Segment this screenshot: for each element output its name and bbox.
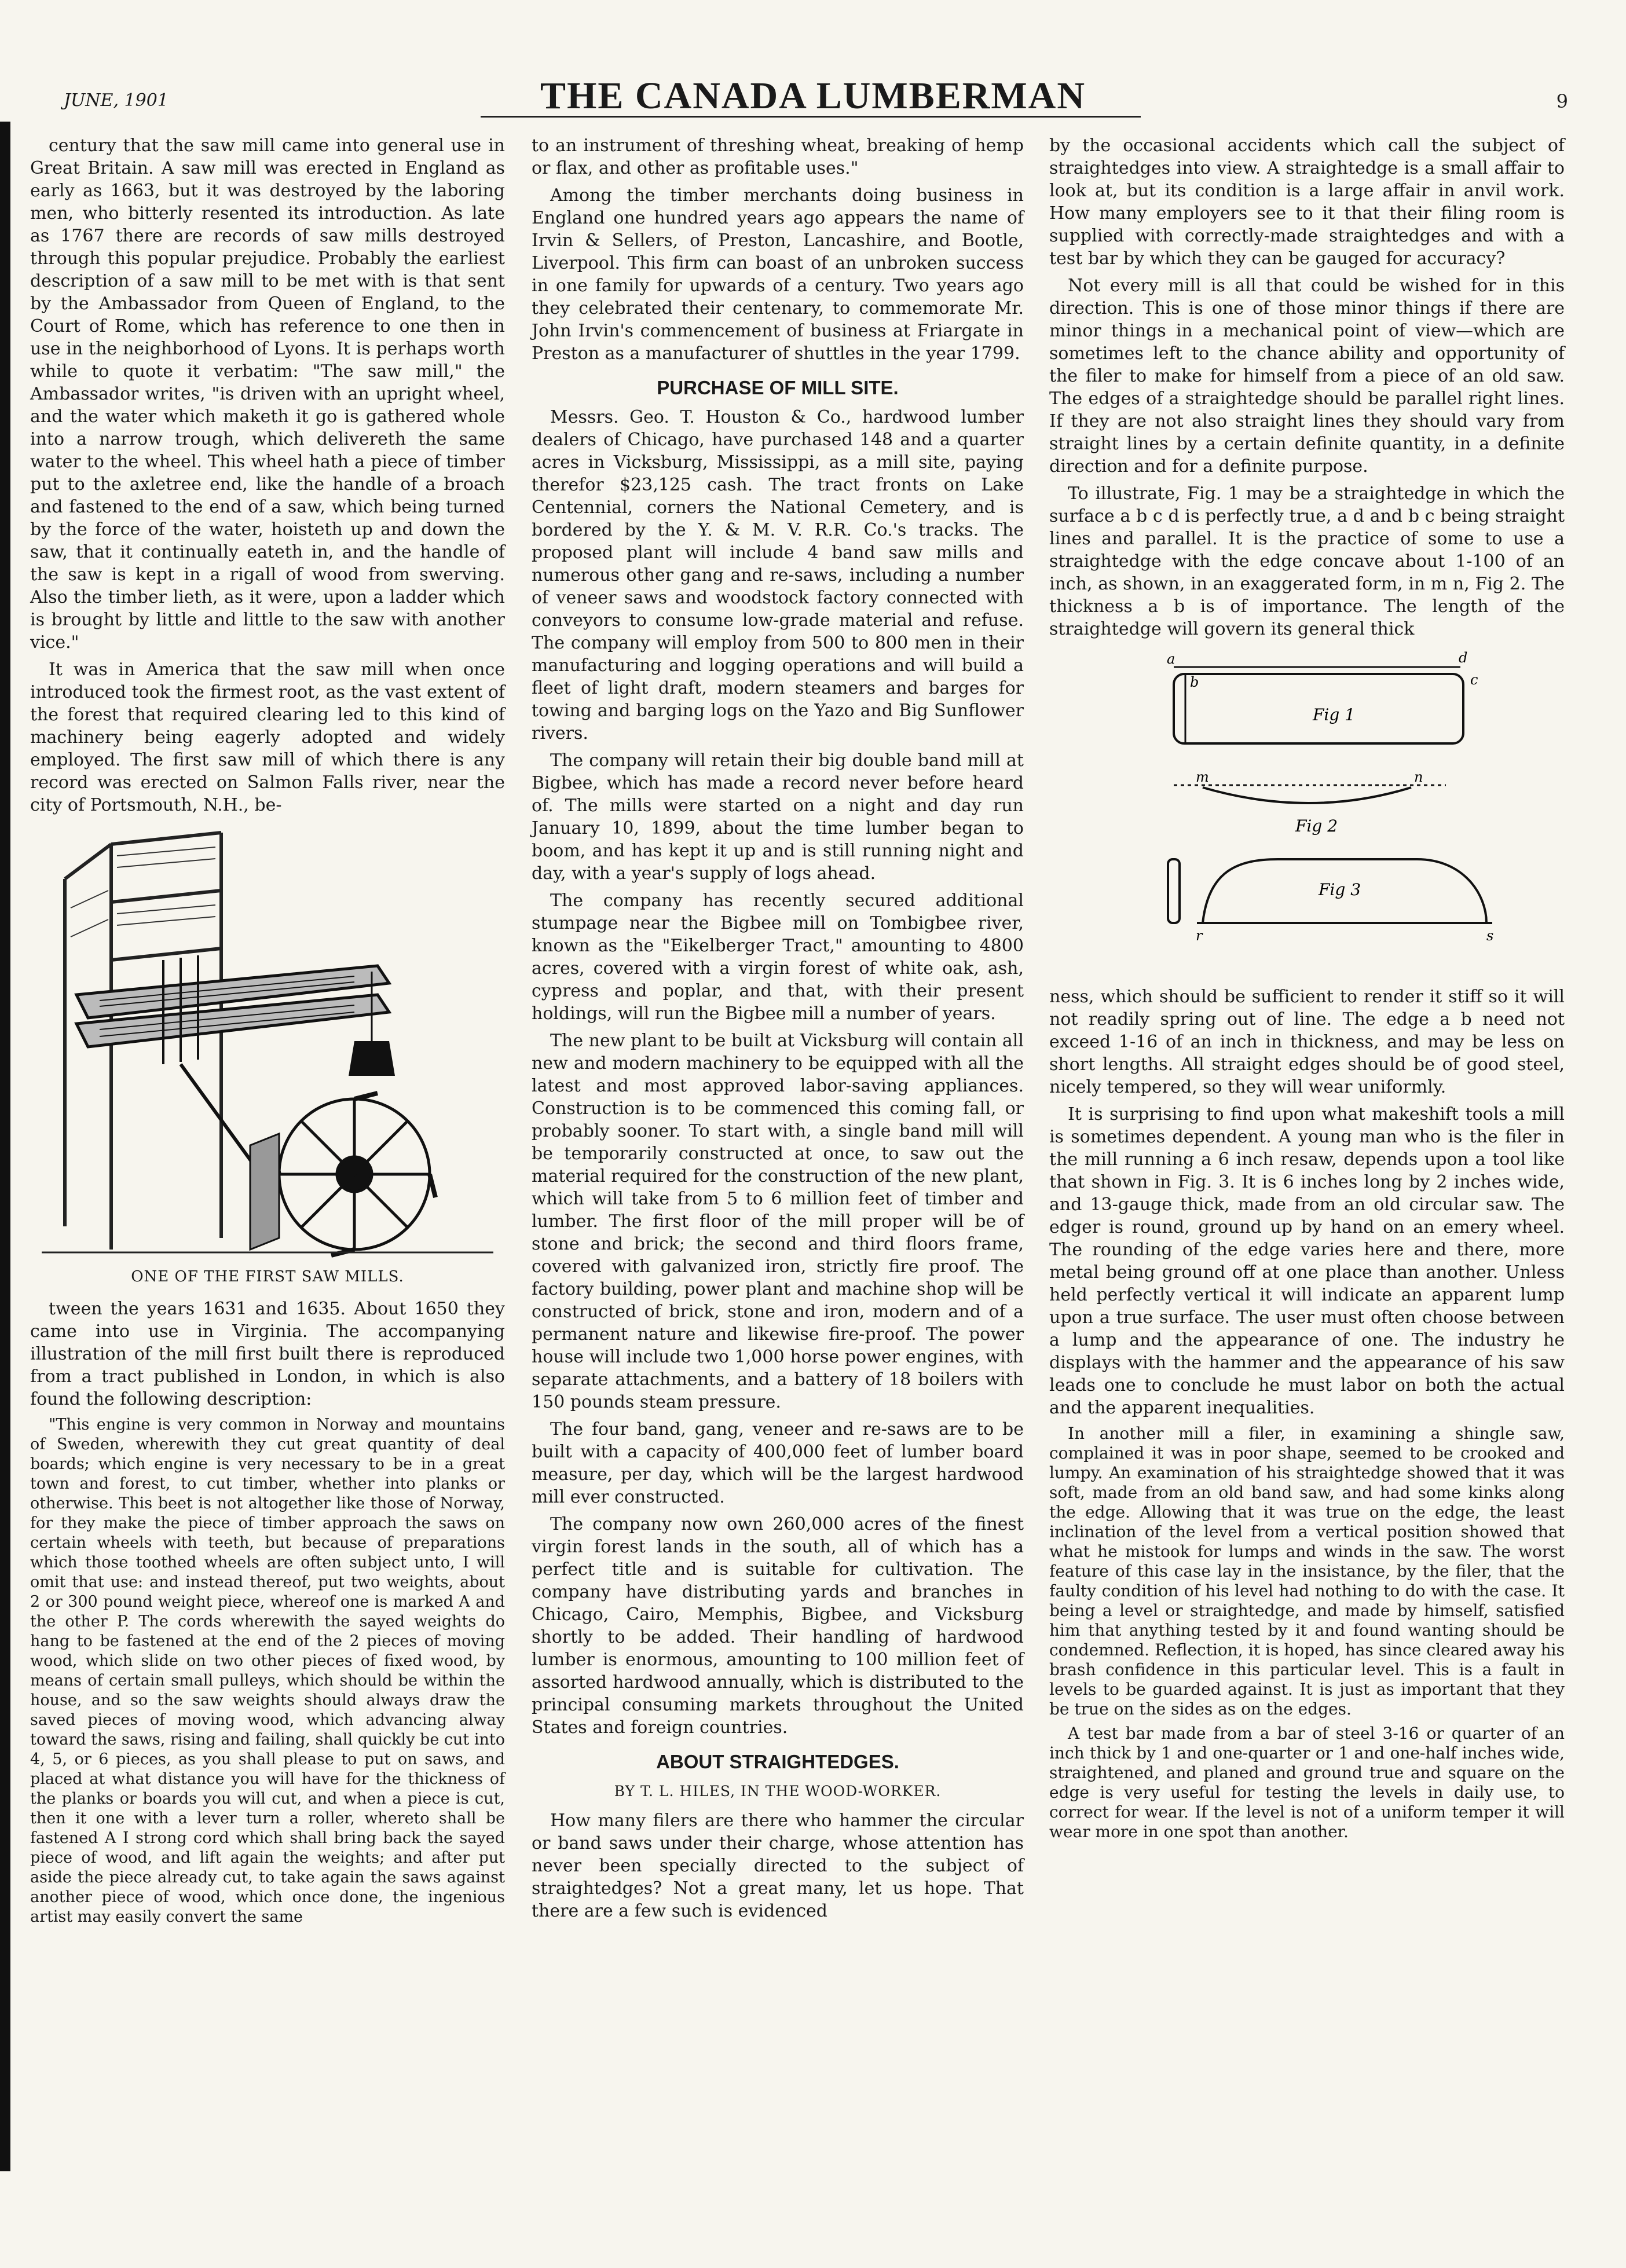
fig2-drawing <box>1174 769 1446 836</box>
article-paragraph: A test bar made from a bar of steel 3-16 or quarter of an inch thick by 1 and one-quarter or 1 and one-half inches wide, straightened, and planed and ground true and square on the edge is very useful for testing the levels in daily use, to correct for wear. If the level is not of a uniform temper it will wear more in one spot than another. <box>1049 1724 1565 1841</box>
article-paragraph: by the occasional accidents which call the subject of straightedges into view. A straightedge is a small affair to look at, but its condition is a large affair in anvil work. How many employers see to it that their filing room is supplied with correctly-made straightedges and with a test bar by which they can be gauged for accuracy? <box>1049 135 1565 269</box>
page-header <box>35 69 1591 133</box>
article-paragraph: It is surprising to find upon what makeshift tools a mill is sometimes dependent. A young man who is the filer in the mill running a 6 inch resaw, depends upon a tool like that shown in Fig. 3. It is 6 inches long by 2 inches wide, and 13-gauge thick, made from an old circular saw. The edger is round, ground up by hand on an emery wheel. The rounding of the edge varies here and there, more metal being ground off at one place than another. Unless held perfectly vertical it will indicate an apparent lump upon a true surface. The user must often choose between a lump and the appearance of one. The industry he displays with the hammer and the appearance of his saw leads one to conclude he must labor on both the actual and the apparent inequalities. <box>1049 1104 1565 1418</box>
fig1-letter-d: d <box>1459 651 1468 666</box>
heading-purchase-of-mill-site: PURCHASE OF MILL SITE. <box>657 377 899 398</box>
column-1 <box>30 134 505 1932</box>
fig1-drawing <box>1167 651 1478 743</box>
fig1-letter-b: b <box>1190 674 1199 690</box>
fig3-letter-r: r <box>1196 928 1203 944</box>
article-paragraph: It was in America that the saw mill when once introduced took the firmest root, as the vast extent of the forest that required clearing led to this kind of machinery being eagerly adopted and widely employed. The first saw mill of which there is any record was erected on Salmon Falls river, near the city of Portsmouth, N.H., be- <box>30 659 505 815</box>
article-byline: BY T. L. HILES, IN THE WOOD-WORKER. <box>614 1783 942 1800</box>
fig1-letter-c: c <box>1470 672 1478 688</box>
fig3-drawing <box>1168 859 1493 944</box>
page-number: 9 <box>1556 90 1568 112</box>
article-paragraph: To illustrate, Fig. 1 may be a straightedge in which the surface a b c d is perfectly true, a d and b c being straight lines and parallel. It is the practice of some to use a straightedge with the edge concave about 1-100 of an inch, as shown, in an exaggerated form, in m n, Fig 2. The thickness a b is of importance. The length of the straightedge will govern its general thick <box>1049 483 1565 639</box>
column-2 <box>532 134 1024 1927</box>
saw-mill-illustration <box>30 821 505 1261</box>
heading-about-straightedges: ABOUT STRAIGHTEDGES. <box>656 1751 899 1772</box>
figure-caption: ONE OF THE FIRST SAW MILLS. <box>131 1268 404 1285</box>
straightedge-diagram <box>1087 651 1527 975</box>
issue-date: JUNE, 1901 <box>64 90 169 111</box>
article-paragraph: to an instrument of threshing wheat, breaking of hemp or flax, and other as profitable uses." <box>532 135 1024 178</box>
article-paragraph: ness, which should be sufficient to render it stiff so it will not readily spring out of line. The edge a b need not exceed 1-16 of an inch in thickness, and may be less on short lengths. All straight edges should be of good steel, nicely tempered, so they will wear uniformly. <box>1049 987 1565 1097</box>
fig1-label: Fig 1 <box>1313 705 1356 724</box>
masthead-rule <box>481 116 1141 118</box>
article-paragraph: century that the saw mill came into general use in Great Britain. A saw mill was erected in England as early as 1663, but it was destroyed by the laboring men, who bitterly resented its introduction. As late as 1767 there are records of saw mills destroyed through this popular prejudice. Probably the earliest description of a saw mill to be met with is that sent by the Ambassador from Queen of England, to the Court of Rome, which has reference to one then in use in the neighborhood of Lyons. It is perhaps worth while to quote it verbatim: "The saw mill," the Ambassador writes, "is driven with an upright wheel, and the water which maketh it go is gathered whole into a narrow trough, which delivereth the same water to the wheel. This wheel hath a piece of timber put to the axletree end, like the handle of a broach and fastened to the end of a saw, which being turned by the force of the water, hoisteth up and down the saw, that it continually eateth in, and the handle of the saw is kept in a rigall of wood from swerving. Also the timber lieth, as it were, upon a ladder which is brought by little and little to the saw with another vice." <box>30 135 505 653</box>
fig2-letter-m: m <box>1196 769 1209 785</box>
article-paragraph: The company now own 260,000 acres of the finest virgin forest lands in the south, all of which has a perfect title and is suitable for cultivation. The company have distributing yards and branches in Chicago, Cairo, Memphis, Bigbee, and Vicksburg shortly to be added. Their handling of hardwood lumber is enormous, amounting to 100 million feet of assorted hardwood annually, which is distributed to the principal consuming markets throughout the United States and foreign countries. <box>532 1514 1024 1738</box>
article-paragraph: How many filers are there who hammer the circular or band saws under their charge, whose attention has never been specially directed to the subject of straightedges? Not a great many, let us hope. That there are a few such is evidenced <box>532 1811 1024 1921</box>
straightedge-figures <box>1049 651 1565 975</box>
article-paragraph: In another mill a filer, in examining a shingle saw, complained it was in poor shape, seemed to be crooked and lumpy. An examination of his straightedge showed that it was soft, made from an old band saw, and had some kinks along the edge. Allowing that it was true on the edge, the least inclination of the level from a vertical position showed that what he mistook for lumps and winds in the saw. The worst feature of this case lay in the insistance, by the filer, that the faulty condition of his level had nothing to do with the case. It being a level or straightedge, and made by himself, satisfied him that anything tested by it and found wanting should be condemned. Reflection, it is hoped, has since cleared away his brash confidence in this particular level. This is a fault in levels to be guarded against. It is just as important that they be true on the sides as on the edges. <box>1049 1424 1565 1719</box>
article-paragraph: The company will retain their big double band mill at Bigbee, which has made a record never before heard of. The mills were started on a night and day run January 10, 1899, about the time lumber began to boom, and has kept it up and is still running night and day, with a year's supply of logs ahead. <box>532 750 1024 884</box>
article-paragraph: Not every mill is all that could be wished for in this direction. This is one of those minor things if there are minor things in a mechanical point of view—which are sometimes left to the chance ability and opportunity of the filer to make for himself from a piece of an old saw. The edges of a straightedge should be parallel right lines. If they are not also straight lines they should vary from straight lines by a certain definite quantity, in a definite direction and for a definite purpose. <box>1049 276 1565 477</box>
article-paragraph: The four band, gang, veneer and re-saws are to be built with a capacity of 400,000 feet of lumber board measure, per day, which will be the largest hardwood mill ever constructed. <box>532 1419 1024 1507</box>
fig1-letter-a: a <box>1167 651 1175 667</box>
article-paragraph: Among the timber merchants doing business in England one hundred years ago appears the name of Irvin & Sellers, of Preston, Lancashire, and Bootle, Liverpool. This firm can boast of an unbroken success in one family for upwards of a century. Two years ago they celebrated their centenary, to commemorate Mr. John Irvin's commencement of business at Friargate in Preston as a manufacturer of shuttles in the year 1799. <box>532 185 1024 364</box>
fig3-letter-s: s <box>1486 928 1494 944</box>
fig2-label: Fig 2 <box>1295 816 1338 836</box>
article-paragraph: Messrs. Geo. T. Houston & Co., hardwood lumber dealers of Chicago, have purchased 148 and a quarter acres in Vicksburg, Mississippi, as a mill site, paying therefor $23,125 cash. The tract fronts on Lake Centennial, corners the National Cemetery, and is bordered by the Y. & M. V. R.R. Co.'s tracks. The proposed plant will include 4 band saw mills and numerous other gang and re-saws, including a number of veneer saws and woodstock factory connected with conveyors to consume low-grade material and refuse. The company will employ from 500 to 800 men in their manufacturing and logging operations and will build a fleet of light draft, modern steamers and barges for towing and barging logs on the Yazo and Big Sunflower rivers. <box>532 407 1024 743</box>
fig3-label: Fig 3 <box>1319 880 1361 899</box>
column-3 <box>1049 134 1565 1846</box>
fig2-letter-n: n <box>1414 769 1423 785</box>
article-paragraph: "This engine is very common in Norway and mountains of Sweden, wherewith they cut great quantity of deal boards; which engine is very necessary to be in a great town and forest, to cut timber, whether into planks or otherwise. This beet is not altogether like those of Norway, for they make the piece of timber approach the saws on certain wheels with teeth, but because of preparations which those toothed wheels are often subject unto, I will omit that use: and instead thereof, put two weights, about 2 or 300 pound weight piece, whereof one is marked A and the other P. The cords wherewith the sayed weights do hang to be fastened at the end of the 2 pieces of moving wood, which slide on two other pieces of fixed wood, by means of certain small pulleys, which should be within the house, and so the saw weights should always draw the saved pieces of moving wood, which advancing alway toward the saws, rising and failing, shall quickly be cut into 4, 5, or 6 pieces, as you shall please to put on saws, and placed at what distance you will have for the thickness of the planks or boards you will cut, and when a piece is cut, then it one with a lever turn a roller, whereto shall be fastened A I strong cord which shall bring back the sayed piece of wood, and lift again the weights; and after put aside the piece already cut, to take again the saws against another piece of wood, which once done, the ingenious artist may easily convert the same <box>30 1416 505 1926</box>
binding-edge <box>0 122 10 2171</box>
masthead-title: THE CANADA LUMBERMAN <box>540 75 1086 117</box>
article-paragraph: The company has recently secured additional stumpage near the Bigbee mill on Tombigbee river, known as the "Eikelberger Tract," amounting to 4800 acres, covered with a virgin forest of white oak, ash, cypress and poplar, and that, with their present holdings, will run the Bigbee mill a number of years. <box>532 891 1024 1024</box>
article-paragraph: tween the years 1631 and 1635. About 1650 they came into use in Virginia. The accompanying illustration of the mill first built there is reproduced from a tract published in London, in which is also found the following description: <box>30 1299 505 1409</box>
article-paragraph: The new plant to be built at Vicksburg will contain all new and modern machinery to be equipped with all the latest and most approved labor-saving appliances. Construction is to be commenced this coming fall, or probably sooner. To start with, a single band mill will be temporarily constructed at once, to saw out the material required for the construction of the new plant, which will take from 5 to 6 million feet of timber and lumber. The first floor of the mill proper will be of stone and brick; the second and third floors frame, covered with galvanized iron, strictly fire proof. The factory building, power plant and machine shop will be constructed of brick, stone and iron, modern and of a permanent nature and likewise fire-proof. The power house will include two 1,000 horse power engines, with separate attachments, and a battery of 18 boilers with 150 pounds steam pressure. <box>532 1031 1024 1412</box>
